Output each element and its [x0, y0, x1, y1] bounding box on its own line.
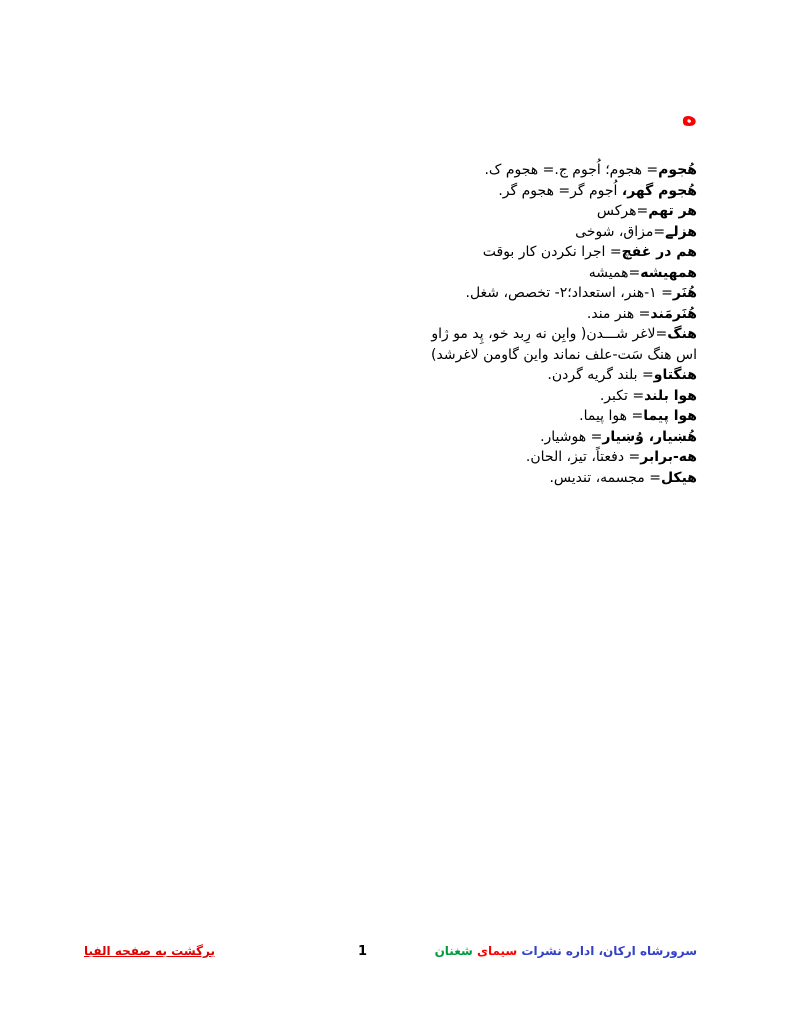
- entry-term: هوا پیما: [643, 408, 697, 424]
- page-number: 1: [358, 944, 368, 959]
- page-footer: [80, 944, 711, 964]
- entry-term: هنگ: [667, 326, 697, 342]
- entry-term: هُنَرمَند: [650, 305, 697, 322]
- footer-sima: سیمای: [476, 944, 518, 958]
- glossary-entry: [277, 324, 697, 345]
- glossary-entry: [277, 447, 697, 468]
- entry-definition: =همیشه: [588, 264, 641, 281]
- glossary-entry: [277, 365, 697, 386]
- entry-definition: =هرکس: [596, 203, 649, 219]
- glossary-entry: [277, 386, 697, 407]
- footer-brand: شغنان: [434, 944, 477, 958]
- entry-term: هوا بلند: [644, 387, 697, 404]
- entry-definition: = اجرا نکردن کار بوقت: [482, 244, 622, 260]
- entry-term: هیکل: [660, 469, 697, 486]
- entry-term: هنگتاو: [653, 367, 697, 383]
- entry-term: هُښیار، وُښیار: [602, 428, 697, 445]
- entry-term: هُجوم: [658, 162, 697, 178]
- glossary-entry: [277, 427, 697, 448]
- entry-definition: اس هنگ سَت-علف نماند واین گاومن لاغرشد): [431, 346, 697, 363]
- entry-definition: = مجسمه، تندیس.: [549, 469, 661, 486]
- footer-author: سرورشاه ارکان،: [598, 944, 697, 958]
- entry-definition: =لاغر شـــدن( وابِن نه رِبد خو، پِد مو ژاو: [431, 326, 668, 342]
- back-to-alphabet-link[interactable]: برگشت به صفحه الفبا: [84, 944, 215, 958]
- entry-definition: = هنر مند.: [586, 305, 651, 322]
- footer-press: اداره نشرات: [517, 944, 599, 958]
- entry-definition: = ۱-هنر، استعداد؛۲- تخصص، شغل.: [465, 285, 673, 301]
- glossary-entry: [277, 222, 697, 243]
- entry-term: همهیشه: [640, 264, 697, 281]
- glossary-entry-continuation: [277, 345, 697, 366]
- glossary-entry: [277, 304, 697, 325]
- glossary-entry: [277, 263, 697, 284]
- section-letter: ه: [681, 102, 697, 132]
- entry-definition: = بلند گریه گردن.: [547, 367, 654, 383]
- glossary-entry: [277, 283, 697, 304]
- glossary-entry: [277, 242, 697, 263]
- entry-definition: = هوشیار.: [540, 428, 603, 445]
- entry-definition: اُجوم گر= هجوم گر.: [498, 182, 622, 199]
- entry-term: هزلے: [665, 223, 697, 240]
- glossary-entries: [277, 160, 697, 488]
- footer-credit: [435, 944, 697, 958]
- glossary-entry: [277, 160, 697, 181]
- entry-term: هه-برابر: [640, 449, 697, 465]
- glossary-entry: [277, 201, 697, 222]
- entry-term: هُنَر: [672, 285, 697, 301]
- glossary-entry: [277, 468, 697, 489]
- entry-term: هُجوم گهر،: [621, 182, 697, 199]
- entry-definition: = تکبر.: [599, 387, 645, 404]
- glossary-entry: [277, 181, 697, 202]
- entry-definition: = هوا پیما.: [579, 408, 644, 424]
- entry-definition: =مزاق، شوخی: [575, 223, 666, 240]
- entry-definition: = هجوم؛ اُجوم ج.= هجوم ک.: [484, 162, 659, 178]
- entry-term: هم در غفچ: [621, 244, 697, 260]
- entry-term: هر تهم: [648, 203, 697, 219]
- glossary-entry: [277, 406, 697, 427]
- entry-definition: = دفعتاً، تیز، الحان.: [525, 449, 641, 465]
